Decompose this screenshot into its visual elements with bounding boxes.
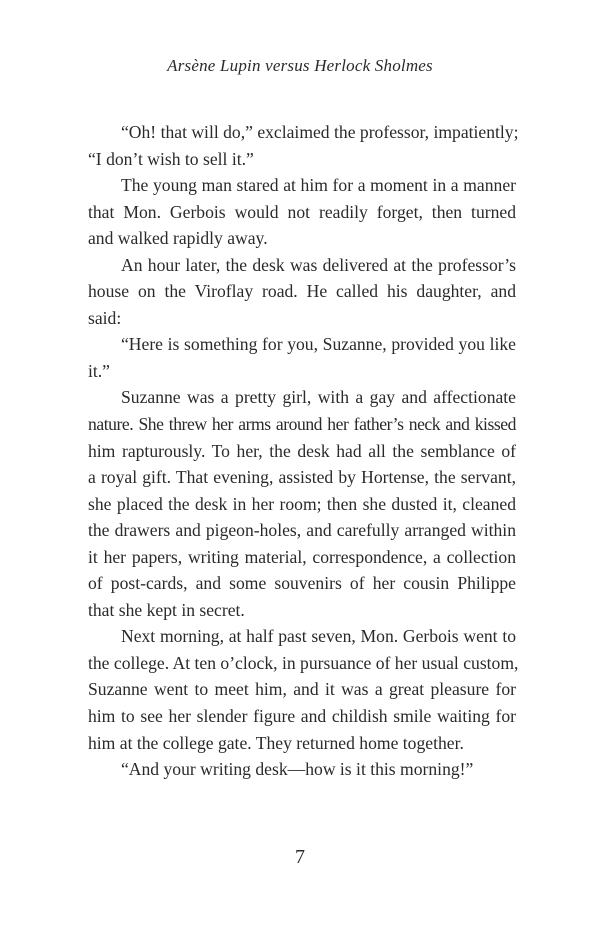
page-number: 7 [295, 846, 305, 868]
text-line: Next morning, at half past seven, Mon. Gerbois went to [121, 626, 516, 647]
text-line: “Oh! that will do,” exclaimed the professor, impatiently; [121, 122, 519, 142]
text-line: nature. She threw her arms around her father’s neck and kissed [88, 414, 516, 435]
text-line: An hour later, the desk was delivered at the professor’s [121, 254, 516, 275]
text-line: that she kept in secret. [88, 599, 245, 620]
text-line: Suzanne went to meet him, and it was a great pleasure for [88, 679, 516, 700]
text-line: she placed the desk in her room; then she dusted it, cleaned [88, 493, 516, 514]
text-line: house on the Viroflay road. He called his daughter, and [88, 281, 516, 302]
text-line: the college. At ten o’clock, in pursuance of her usual custom, [88, 652, 519, 673]
text-line: Suzanne was a pretty girl, with a gay and affectionate [121, 387, 516, 408]
text-line: “Here is something for you, Suzanne, provided you like [121, 334, 516, 355]
text-line: him at the college gate. They returned home together. [88, 732, 464, 753]
text-line: of post-cards, and some souvenirs of her cousin Philippe [88, 573, 516, 594]
body-text [88, 119, 519, 783]
running-header: Arsène Lupin versus Herlock Sholmes [167, 56, 433, 75]
text-line: it her papers, writing material, correspondence, a collection [88, 546, 516, 567]
text-line: The young man stared at him for a moment in a manner [121, 175, 516, 196]
text-line: the drawers and pigeon-holes, and carefully arranged within [88, 520, 516, 541]
text-line: him rapturously. To her, the desk had all the semblance of [88, 440, 516, 461]
text-line: “I don’t wish to sell it.” [88, 148, 254, 169]
text-line: it.” [88, 360, 110, 381]
text-line: that Mon. Gerbois would not readily forget, then turned [88, 201, 516, 222]
text-line: him to see her slender figure and childish smile waiting for [88, 706, 516, 727]
text-line: and walked rapidly away. [88, 228, 268, 249]
text-line: said: [88, 307, 122, 328]
text-line: a royal gift. That evening, assisted by Hortense, the servant, [88, 467, 516, 488]
text-line: “And your writing desk—how is it this morning!” [121, 759, 474, 780]
